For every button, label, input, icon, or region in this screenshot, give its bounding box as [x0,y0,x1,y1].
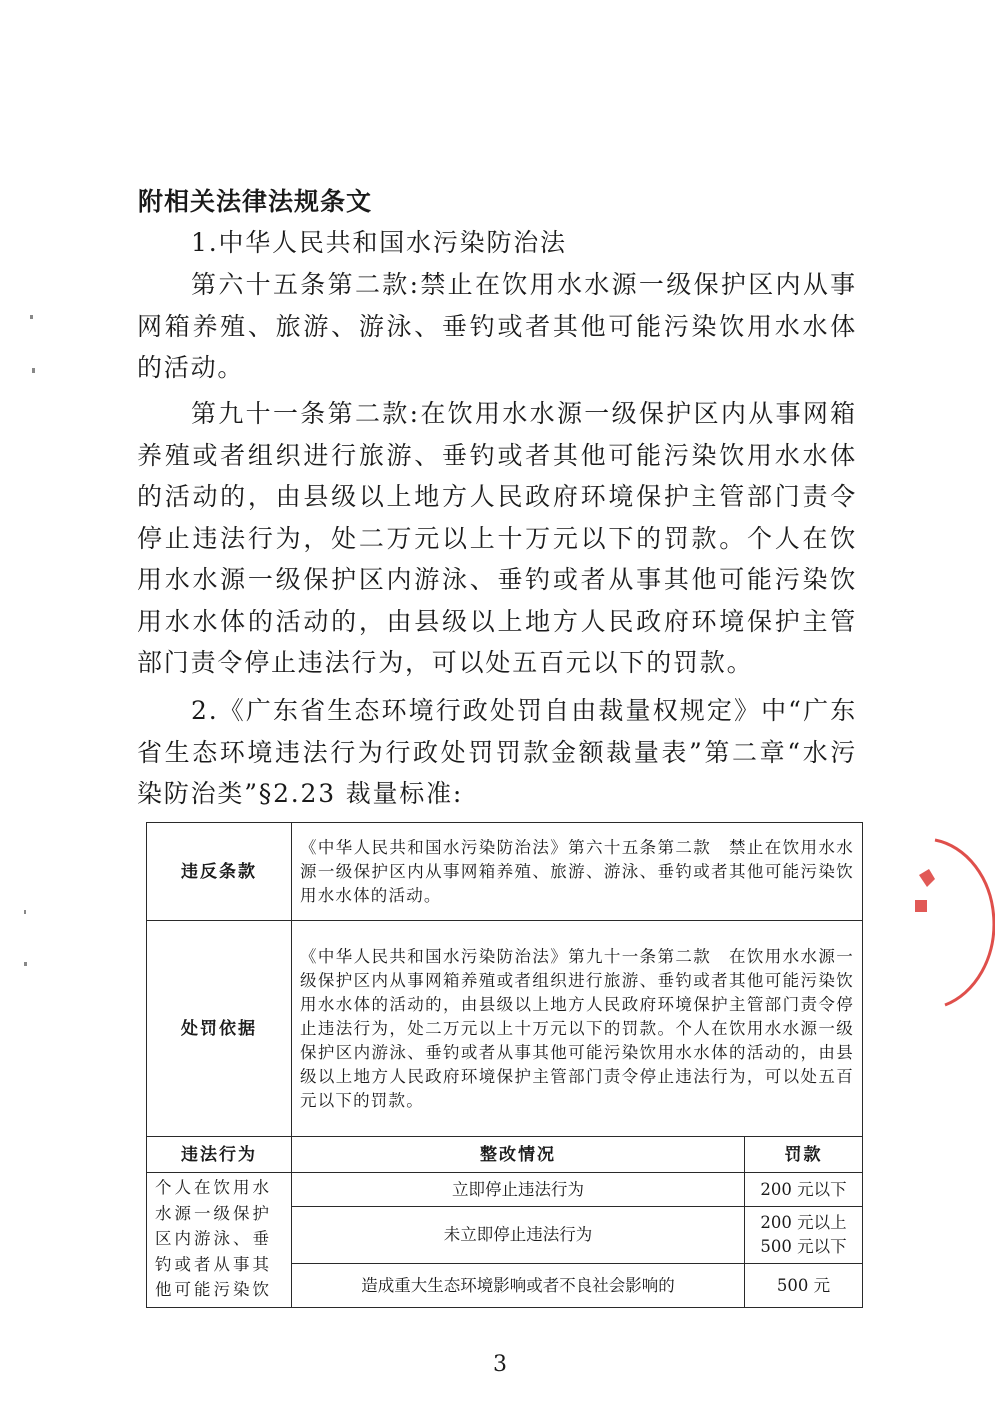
violated-clause-text: 《中华人民共和国水污染防治法》第六十五条第二款 禁止在饮用水水源一级保护区内从事网箱养殖、旅游、游泳、垂钓或者其他可能污染饮用水水体的活动。 [292,823,863,921]
discretion-table [146,822,863,1308]
article-91-paragraph: 第九十一条第二款:在饮用水水源一级保护区内从事网箱养殖或者组织进行旅游、垂钓或者其他可能污染饮用水水体的活动的，由县级以上地方人民政府环境保护主管部门责令停止违法行为，处二万元以上十万元以下的罚款。个人在饮用水水源一级保护区内游泳、垂钓或者从事其他可能污染饮用水水体的活动的，由县级以上地方人民政府环境保护主管部门责令停止违法行为，可以处五百元以下的罚款。 [137,399,857,677]
fine-line: 200 元以上 [760,1213,847,1232]
law-title-item-1: 1.中华人民共和国水污染防治法 [191,228,567,257]
scan-speck [30,315,33,319]
violated-clause-label: 违反条款 [147,823,292,921]
fine-cell [745,1207,863,1264]
column-header-act: 违法行为 [147,1137,292,1173]
scan-speck [24,910,26,914]
fine-cell: 500 元 [745,1264,863,1308]
rectify-cell: 立即停止违法行为 [292,1173,745,1207]
rectify-cell: 造成重大生态环境影响或者不良社会影响的 [292,1264,745,1308]
page-number: 3 [493,1352,507,1377]
appendix-heading: 附相关法律法规条文 [138,187,373,216]
table-header-row [147,1137,863,1173]
violation-act-text: 个人在饮用水水源一级保护区内游泳、垂钓或者从事其他可能污染饮 [147,1173,292,1308]
column-header-rectify: 整改情况 [292,1137,745,1173]
table-row [147,921,863,1137]
discretion-standard-paragraph: 2.《广东省生态环境行政处罚自由裁量权规定》中“广东省生态环境违法行为行政处罚罚款金额裁量表”第二章“水污染防治类”§2.23 裁量标准: [137,696,857,808]
scan-speck [24,962,27,966]
rectify-cell: 未立即停止违法行为 [292,1207,745,1264]
column-header-fine: 罚款 [745,1137,863,1173]
fine-cell: 200 元以下 [745,1173,863,1207]
penalty-basis-label: 处罚依据 [147,921,292,1137]
red-seal-stamp [905,820,995,1020]
penalty-basis-text: 《中华人民共和国水污染防治法》第九十一条第二款 在饮用水水源一级保护区内从事网箱养殖或者组织进行旅游、垂钓或者其他可能污染饮用水水体的活动的，由县级以上地方人民政府环境保护主管部门责令停止违法行为，处二万元以上十万元以下的罚款。个人在饮用水水源一级保护区内游泳、垂钓或者从事其他可能污染饮用水水体的活动的，由县级以上地方人民政府环境保护主管部门责令停止违法行为，可以处五百元以下的罚款。 [292,921,863,1137]
table-row [147,823,863,921]
fine-line: 500 元以下 [760,1237,847,1256]
table-row [147,1173,863,1207]
scan-speck [32,368,35,373]
article-65-paragraph: 第六十五条第二款:禁止在饮用水水源一级保护区内从事网箱养殖、旅游、游泳、垂钓或者其他可能污染饮用水水体的活动。 [137,270,857,382]
